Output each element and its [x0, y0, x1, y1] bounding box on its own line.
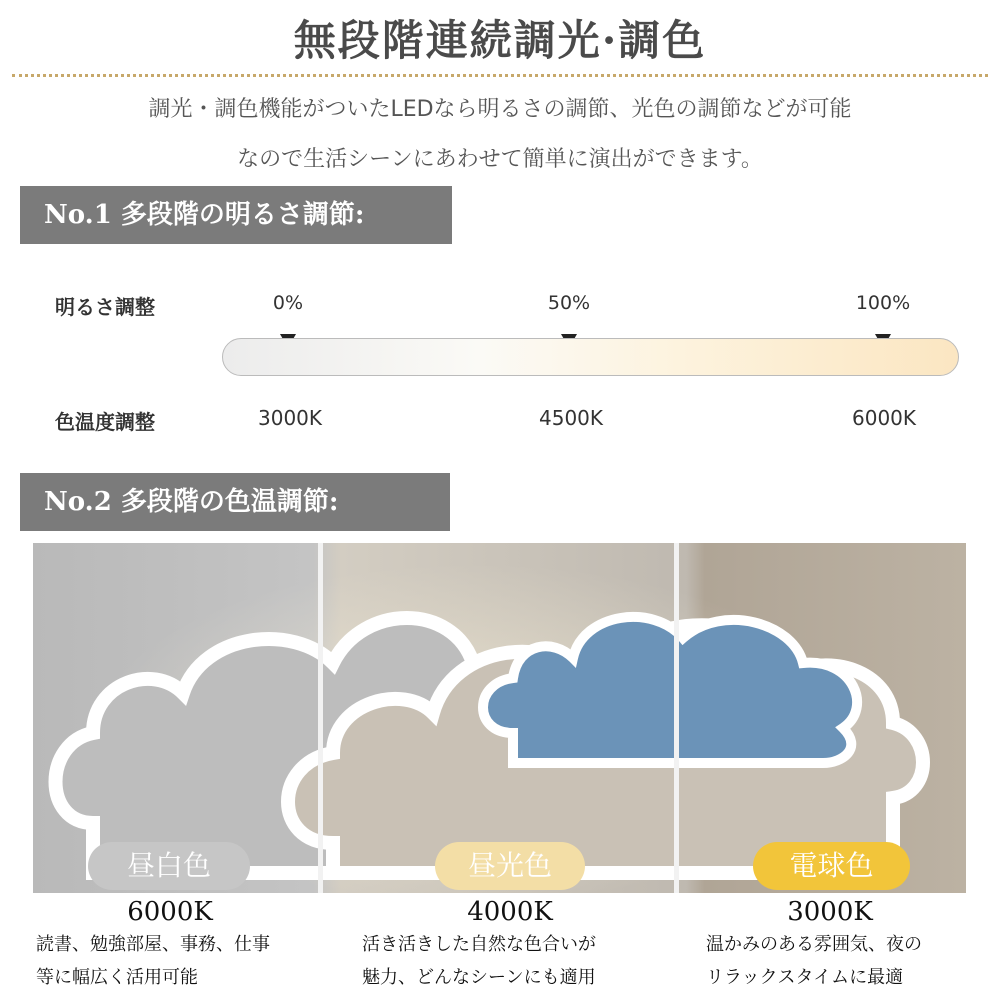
mode-temperature: 3000K — [787, 897, 873, 927]
mode-description-line: 等に幅広く活用可能 — [36, 967, 198, 988]
brightness-label: 明るさ調整 — [55, 295, 155, 319]
cloud-lamp-illustration — [33, 543, 966, 893]
mode-description-line: 活き活きした自然な色合いが — [362, 934, 596, 955]
mode-pill-daywhite: 昼白色 — [88, 842, 250, 890]
intro-line-1: 調光・調色機能がついたLEDなら明るさの調節、光色の調節などが可能 — [148, 97, 852, 122]
mode-description — [36, 928, 270, 994]
mode-pill-daylight: 昼光色 — [435, 842, 585, 890]
mode-description-line: リラックスタイムに最適 — [706, 967, 904, 988]
kelvin-mark-4500: 4500K — [538, 406, 604, 430]
section2-heading: No.2 多段階の色温調節: — [20, 473, 450, 531]
mode-description-line: 温かみのある雰囲気、夜の — [706, 934, 922, 955]
intro-line-2: なので生活シーンにあわせて簡単に演出ができます。 — [237, 147, 763, 172]
percent-mark-50: 50% — [547, 292, 591, 314]
kelvin-mark-6000: 6000K — [851, 406, 917, 430]
page-title: 無段階連続調光·調色 — [293, 16, 707, 65]
mode-description-line: 読書、勉強部屋、事務、仕事 — [36, 934, 270, 955]
mode-temperature: 6000K — [127, 897, 213, 927]
kelvin-mark-3000: 3000K — [257, 406, 323, 430]
brightness-gradient-bar — [222, 338, 959, 376]
percent-mark-0: 0% — [272, 292, 304, 314]
mode-pill-warm: 電球色 — [753, 842, 910, 890]
color-temp-label: 色温度調整 — [55, 410, 155, 434]
title-divider — [12, 74, 988, 77]
photo-divider — [318, 543, 323, 893]
section1-heading: No.1 多段階の明るさ調節: — [20, 186, 452, 244]
mode-description-line: 魅力、どんなシーンにも適用 — [362, 967, 596, 988]
percent-mark-100: 100% — [855, 292, 911, 314]
mode-description — [362, 928, 596, 994]
cloud-lamp-photo — [33, 543, 966, 893]
photo-divider — [674, 543, 679, 893]
mode-temperature: 4000K — [467, 897, 553, 927]
mode-description — [706, 928, 922, 994]
